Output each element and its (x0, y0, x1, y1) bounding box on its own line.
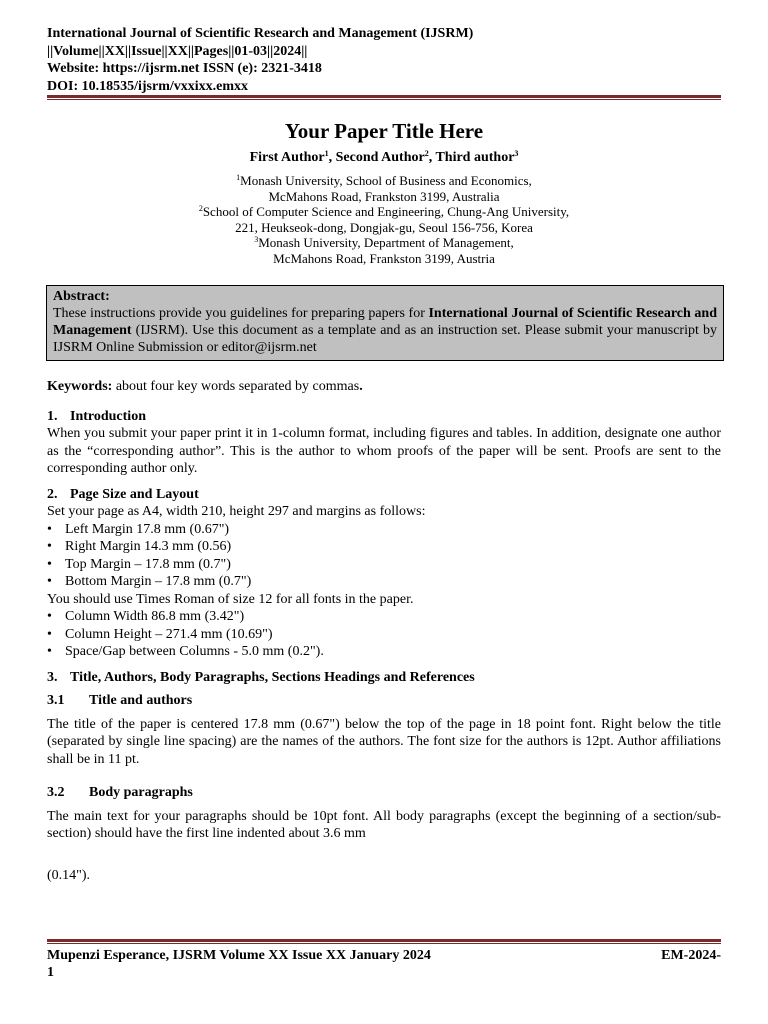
section-heading-page-size (47, 486, 721, 504)
abstract-box (46, 285, 724, 361)
section-title: Page Size and Layout (70, 486, 199, 502)
subsection-number: 3.2 (47, 785, 65, 800)
list-item: • Top Margin – 17.8 mm (0.7") (47, 556, 721, 574)
abstract-text-part: (IJSRM). Use this document as a template and as an instruction set. Please submit your manuscript by IJSRM Online Submission or editor@ijsrm.net (53, 323, 717, 355)
list-item: • Right Margin 14.3 mm (0.56) (47, 538, 721, 556)
journal-name: International Journal of Scientific Research and Management (IJSRM) (47, 26, 474, 41)
affiliation-superscript: 2 (198, 204, 203, 213)
paper-title: Your Paper Title Here (284, 119, 484, 143)
list-item: • Column Width 86.8 mm (3.42") (47, 608, 721, 626)
section-heading-introduction (47, 408, 721, 426)
subsection-heading-body-paragraphs (47, 784, 721, 802)
affiliations (47, 173, 721, 266)
affiliation-3-line-2: McMahons Road, Frankston 3199, Austria (273, 250, 495, 266)
abstract-text (53, 305, 717, 356)
author-separator: , (328, 150, 336, 165)
abstract-journal-name: International Journal of Scientific Research and Management (53, 306, 717, 338)
section-heading-title-authors (47, 669, 721, 687)
abstract-text-part: These instructions provide you guidelines for preparing papers for (53, 306, 429, 321)
affiliation-text: Monash University, School of Business and Economics, (240, 173, 532, 188)
affiliation-text: Monash University, Department of Management, (258, 235, 514, 250)
affiliation-2-line-1 (47, 204, 721, 220)
affiliation-1-line-2: McMahons Road, Frankston 3199, Australia (268, 188, 500, 204)
list-item: • Left Margin 17.8 mm (0.67") (47, 521, 721, 539)
footer-divider (47, 939, 721, 944)
title-authors-paragraph: The title of the paper is centered 17.8 mm (0.67") below the top of the page in 18 point font. Right below the title (separated by single line spacing) are the names of the authors. The font size for the authors is 12pt. Author affiliations shall be in 11 pt. (47, 716, 721, 767)
affiliation-superscript: 1 (236, 173, 241, 182)
affiliation-superscript: 3 (254, 235, 259, 244)
subsection-number: 3.1 (47, 693, 65, 708)
margin-list (47, 521, 721, 591)
subsection-title: Body paragraphs (89, 785, 193, 800)
footer-article-id: EM-2024- (661, 948, 721, 963)
section-number: 2. (47, 486, 58, 502)
affiliation-text: School of Computer Science and Engineering, Chung-Ang University, (202, 204, 570, 219)
footer-citation: Mupenzi Esperance, IJSRM Volume XX Issue XX January 2024 (47, 948, 431, 963)
affiliation-1-line-1 (47, 173, 721, 189)
keywords-period: . (359, 379, 363, 394)
author-superscript: 1 (324, 149, 329, 158)
list-item: • Column Height – 271.4 mm (10.69") (47, 626, 721, 644)
font-paragraph: You should use Times Roman of size 12 for all fonts in the paper. (47, 591, 414, 607)
journal-doi: DOI: 10.18535/ijsrm/vxxixx.emxx (47, 78, 249, 94)
author-superscript: 2 (424, 149, 429, 158)
footer-page-number: 1 (47, 965, 54, 980)
author-superscript: 3 (514, 149, 519, 158)
section-number: 1. (47, 408, 58, 424)
section-title: Title, Authors, Body Paragraphs, Sections Headings and References (70, 669, 475, 685)
journal-volume-info: ||Volume||XX||Issue||XX||Pages||01-03||2024|| (47, 43, 308, 59)
journal-header (47, 25, 727, 95)
section-number: 3. (47, 669, 58, 685)
author-name: First Author (249, 150, 325, 165)
section-title: Introduction (70, 408, 146, 424)
author-separator: , (428, 150, 436, 165)
paper-body (47, 378, 721, 884)
column-list (47, 608, 721, 661)
journal-website: Website: https://ijsrm.net ISSN (e): 2321-3418 (47, 61, 322, 76)
page-size-intro: Set your page as A4, width 210, height 297 and margins as follows: (47, 504, 426, 519)
abstract-heading: Abstract: (53, 289, 110, 304)
keywords-text: about four key words separated by commas (112, 379, 360, 394)
introduction-paragraph: When you submit your paper print it in 1-column format, including figures and tables. In addition, designate one author as the “corresponding author”. This is the author to whom proofs of the paper will be sent. Proofs are sent to the corresponding author only. (47, 426, 721, 476)
body-paragraphs-continuation: (0.14"). (47, 867, 91, 883)
affiliation-2-line-2: 221, Heukseok-dong, Dongjak-gu, Seoul 156-756, Korea (235, 219, 533, 235)
subsection-heading-title-authors (47, 692, 721, 710)
keywords-label: Keywords: (47, 379, 113, 394)
list-item: • Bottom Margin – 17.8 mm (0.7") (47, 573, 721, 591)
subsection-title: Title and authors (89, 693, 193, 708)
keywords (47, 378, 721, 396)
author-name: Third author (435, 150, 515, 165)
author-list (47, 149, 721, 167)
author-name: Second Author (335, 150, 425, 165)
list-item: • Space/Gap between Columns - 5.0 mm (0.2"). (47, 643, 721, 661)
affiliation-3-line-1 (47, 235, 721, 251)
body-paragraphs-paragraph: The main text for your paragraphs should be 10pt font. All body paragraphs (except the beginning of a section/sub-section) should have the first line indented about 3.6 mm (47, 808, 721, 841)
header-divider (47, 95, 721, 100)
